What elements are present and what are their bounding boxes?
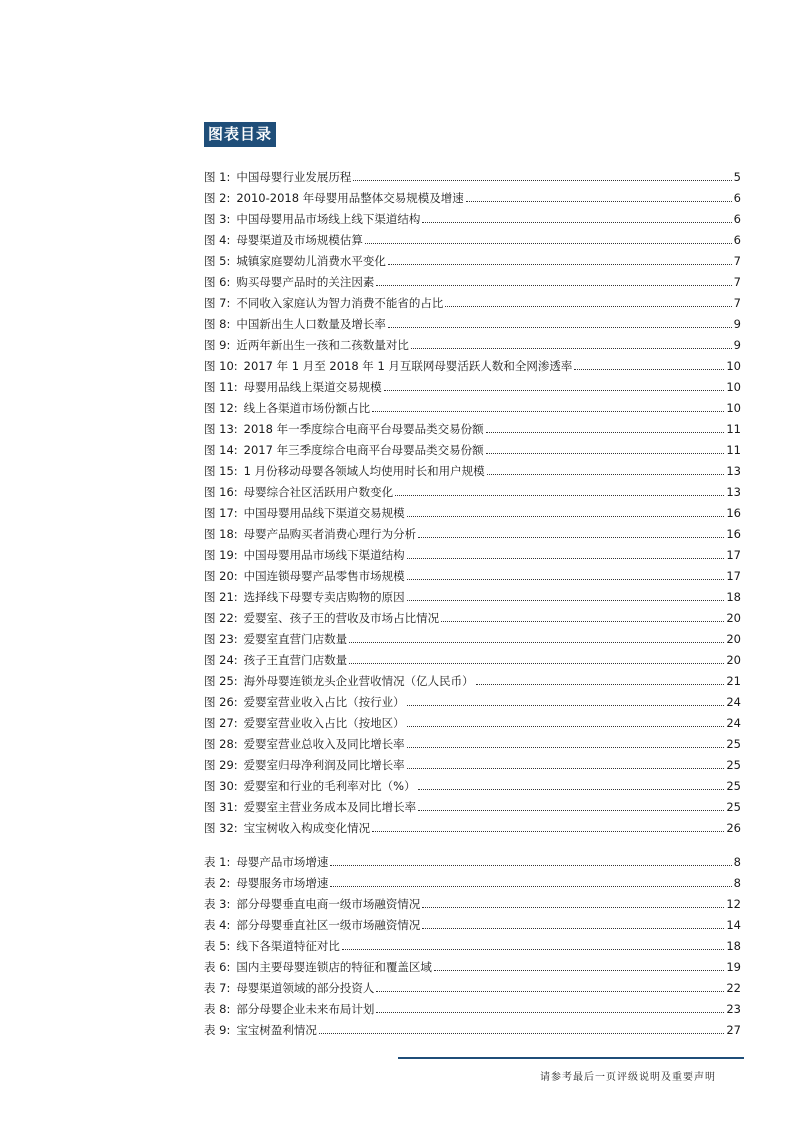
figure-number: 图 7:: [204, 296, 231, 310]
figure-entry[interactable]: [204, 437, 741, 458]
figure-entry-label: [204, 421, 484, 437]
page-number: 27: [726, 1023, 741, 1037]
figure-entry-label: [204, 379, 382, 395]
page-number: 8: [733, 855, 741, 869]
footer-disclaimer: 请参考最后一页评级说明及重要声明: [540, 1072, 716, 1083]
figure-entry[interactable]: [204, 374, 741, 395]
table-entry[interactable]: [204, 954, 741, 975]
table-entry-label: [204, 917, 420, 933]
figure-number: 图 27:: [204, 716, 238, 730]
page-number: 13: [726, 464, 741, 478]
table-caption: 母婴产品市场增速: [236, 855, 329, 869]
figure-number: 图 32:: [204, 821, 238, 835]
dot-leader: [466, 201, 732, 202]
figure-entry-label: [204, 316, 386, 332]
figure-entry[interactable]: [204, 668, 741, 689]
table-number: 表 7:: [204, 981, 231, 995]
figure-entry-label: [204, 631, 347, 647]
figure-caption: 爱婴室、孩子王的营收及市场占比情况: [243, 611, 440, 625]
figure-entry-label: [204, 169, 351, 185]
figure-caption: 近两年新出生一孩和二孩数量对比: [236, 338, 409, 352]
dot-leader: [476, 684, 725, 685]
page-number: 25: [726, 779, 741, 793]
figure-entry[interactable]: [204, 332, 741, 353]
figure-entry-label: [204, 778, 416, 794]
figure-number: 图 11:: [204, 380, 238, 394]
page-number: 12: [726, 897, 741, 911]
page-number: 13: [726, 485, 741, 499]
figure-entry[interactable]: [204, 710, 741, 731]
figure-entry-label: [204, 673, 474, 689]
figure-entry-label: [204, 526, 416, 542]
table-entry-label: [204, 875, 328, 891]
figure-caption: 爱婴室营业收入占比（按地区）: [243, 716, 405, 730]
figure-number: 图 3:: [204, 212, 231, 226]
dot-leader: [407, 516, 725, 517]
figure-number: 图 9:: [204, 338, 231, 352]
figure-number: 图 6:: [204, 275, 231, 289]
figure-entry-label: [204, 337, 409, 353]
figure-number: 图 8:: [204, 317, 231, 331]
dot-leader: [486, 453, 725, 454]
figure-entry[interactable]: [204, 416, 741, 437]
figure-caption: 中国母婴用品市场线下渠道结构: [243, 548, 405, 562]
figure-number: 图 30:: [204, 779, 238, 793]
dot-leader: [319, 1033, 725, 1034]
figure-number: 图 25:: [204, 674, 238, 688]
figure-number: 图 31:: [204, 800, 238, 814]
figure-entry[interactable]: [204, 752, 741, 773]
figure-caption: 母婴产品购买者消费心理行为分析: [243, 527, 417, 541]
dot-leader: [407, 705, 725, 706]
figure-entry[interactable]: [204, 164, 741, 185]
page-number: 7: [733, 254, 741, 268]
figure-entry-label: [204, 442, 484, 458]
table-entry-label: [204, 896, 420, 912]
table-number: 表 6:: [204, 960, 231, 974]
figure-caption: 中国母婴用品线下渠道交易规模: [243, 506, 405, 520]
dot-leader: [376, 285, 731, 286]
dot-leader: [372, 831, 724, 832]
dot-leader: [349, 642, 724, 643]
figure-entry[interactable]: [204, 563, 741, 584]
dot-leader: [388, 327, 732, 328]
page-number: 10: [726, 359, 741, 373]
dot-leader: [418, 789, 725, 790]
figure-number: 图 24:: [204, 653, 238, 667]
table-entry[interactable]: [204, 933, 741, 954]
page-number: 23: [726, 1002, 741, 1016]
table-caption: 部分母婴企业未来布局计划: [236, 1002, 375, 1016]
dot-leader: [407, 579, 725, 580]
figure-entry-label: [204, 820, 370, 836]
figure-caption: 爱婴室主营业务成本及同比增长率: [243, 800, 417, 814]
figure-caption: 孩子王直营门店数量: [243, 653, 348, 667]
toc-title: 图表目录: [204, 122, 276, 147]
figure-number: 图 22:: [204, 611, 238, 625]
figure-caption: 爱婴室和行业的毛利率对比（%）: [243, 779, 416, 793]
table-entry[interactable]: [204, 912, 741, 933]
dot-leader: [349, 663, 724, 664]
dot-leader: [384, 390, 725, 391]
figure-entry[interactable]: [204, 794, 741, 815]
figure-caption: 购买母婴产品时的关注因素: [236, 275, 375, 289]
figure-caption: 母婴综合社区活跃用户数变化: [243, 485, 394, 499]
figure-caption: 中国母婴用品市场线上线下渠道结构: [236, 212, 421, 226]
table-entry[interactable]: [204, 849, 741, 870]
dot-leader: [434, 970, 725, 971]
dot-leader: [574, 369, 724, 370]
page-number: 9: [733, 317, 741, 331]
figure-entry[interactable]: [204, 521, 741, 542]
figure-caption: 2017 年 1 月至 2018 年 1 月互联网母婴活跃人数和全网渗透率: [243, 359, 573, 373]
dot-leader: [422, 928, 724, 929]
figure-entry[interactable]: [204, 311, 741, 332]
dot-leader: [418, 537, 724, 538]
page-number: 20: [726, 632, 741, 646]
page-number: 18: [726, 590, 741, 604]
dot-leader: [395, 495, 724, 496]
figure-number: 图 5:: [204, 254, 231, 268]
dot-leader: [407, 747, 725, 748]
figure-caption: 2010-2018 年母婴用品整体交易规模及增速: [236, 191, 464, 205]
figure-entry[interactable]: [204, 815, 741, 836]
table-caption: 线下各渠道特征对比: [236, 939, 340, 953]
dot-leader: [445, 306, 731, 307]
dot-leader: [388, 264, 732, 265]
figure-number: 图 13:: [204, 422, 238, 436]
page-number: 18: [726, 939, 741, 953]
figure-caption: 宝宝树收入构成变化情况: [243, 821, 371, 835]
page-number: 10: [726, 401, 741, 415]
page-number: 17: [726, 569, 741, 583]
page-number: 16: [726, 527, 741, 541]
figure-entry-label: [204, 295, 443, 311]
figure-number: 图 28:: [204, 737, 238, 751]
figure-number: 图 15:: [204, 464, 238, 478]
dot-leader: [407, 726, 725, 727]
dot-leader: [422, 907, 724, 908]
page-number: 17: [726, 548, 741, 562]
figure-entry[interactable]: [204, 773, 741, 794]
page-number: 6: [733, 191, 741, 205]
figure-entry-label: [204, 589, 405, 605]
table-caption: 母婴渠道领域的部分投资人: [236, 981, 375, 995]
figure-list: [204, 164, 741, 836]
page-number: 25: [726, 800, 741, 814]
table-number: 表 5:: [204, 939, 231, 953]
footer-divider: [398, 1057, 744, 1059]
page-number: 10: [726, 380, 741, 394]
figure-entry[interactable]: [204, 248, 741, 269]
figure-entry-label: [204, 568, 405, 584]
figure-entry-label: [204, 547, 405, 563]
table-entry[interactable]: [204, 891, 741, 912]
table-list: [204, 849, 741, 1038]
table-entry-label: [204, 1001, 374, 1017]
table-entry-label: [204, 980, 374, 996]
page-number: 8: [733, 876, 741, 890]
dot-leader: [411, 348, 732, 349]
dot-leader: [376, 1012, 724, 1013]
figure-caption: 1 月份移动母婴各领域人均使用时长和用户规模: [243, 464, 485, 478]
page-number: 16: [726, 506, 741, 520]
figure-entry-label: [204, 757, 405, 773]
table-caption: 母婴服务市场增速: [236, 876, 329, 890]
dot-leader: [342, 949, 725, 950]
page-number: 25: [726, 758, 741, 772]
table-caption: 部分母婴垂直社区一级市场融资情况: [236, 918, 421, 932]
figure-entry[interactable]: [204, 269, 741, 290]
table-number: 表 4:: [204, 918, 231, 932]
dot-leader: [365, 243, 732, 244]
figure-entry-label: [204, 274, 374, 290]
figure-entry-label: [204, 715, 405, 731]
figure-entry[interactable]: [204, 605, 741, 626]
figure-entry-label: [204, 400, 370, 416]
figure-number: 图 2:: [204, 191, 231, 205]
figure-caption: 2017 年三季度综合电商平台母婴品类交易份额: [243, 443, 484, 457]
figure-entry-label: [204, 505, 405, 521]
figure-number: 图 23:: [204, 632, 238, 646]
figure-entry[interactable]: [204, 647, 741, 668]
table-entry-label: [204, 1022, 317, 1038]
dot-leader: [330, 886, 731, 887]
figure-caption: 2018 年一季度综合电商平台母婴品类交易份额: [243, 422, 484, 436]
dot-leader: [407, 768, 725, 769]
figure-number: 图 14:: [204, 443, 238, 457]
figure-caption: 海外母婴连锁龙头企业营收情况（亿人民币）: [243, 674, 474, 688]
figure-number: 图 4:: [204, 233, 231, 247]
figure-entry-label: [204, 358, 572, 374]
table-entry-label: [204, 959, 432, 975]
figure-caption: 爱婴室营业总收入及同比增长率: [243, 737, 405, 751]
table-entry[interactable]: [204, 975, 741, 996]
page-number: 7: [733, 275, 741, 289]
page-number: 26: [726, 821, 741, 835]
figure-entry[interactable]: [204, 227, 741, 248]
figure-caption: 中国新出生人口数量及增长率: [236, 317, 386, 331]
table-number: 表 9:: [204, 1023, 231, 1037]
page-number: 9: [733, 338, 741, 352]
page-number: 6: [733, 212, 741, 226]
page-number: 14: [726, 918, 741, 932]
dot-leader: [418, 810, 724, 811]
table-number: 表 1:: [204, 855, 231, 869]
dot-leader: [407, 600, 725, 601]
page-number: 5: [733, 170, 741, 184]
figure-number: 图 12:: [204, 401, 238, 415]
figure-entry-label: [204, 253, 386, 269]
figure-caption: 母婴用品线上渠道交易规模: [243, 380, 382, 394]
page-number: 11: [726, 422, 741, 436]
figure-number: 图 16:: [204, 485, 238, 499]
page-number: 19: [726, 960, 741, 974]
figure-entry[interactable]: [204, 458, 741, 479]
page-number: 6: [733, 233, 741, 247]
page-number: 21: [726, 674, 741, 688]
page-number: 25: [726, 737, 741, 751]
figure-entry[interactable]: [204, 542, 741, 563]
dot-leader: [407, 558, 725, 559]
dot-leader: [487, 474, 725, 475]
figure-entry-label: [204, 736, 405, 752]
table-caption: 部分母婴垂直电商一级市场融资情况: [236, 897, 421, 911]
page-number: 20: [726, 611, 741, 625]
table-entry[interactable]: [204, 1017, 741, 1038]
figure-entry[interactable]: [204, 185, 741, 206]
table-number: 表 3:: [204, 897, 231, 911]
page-number: 24: [726, 695, 741, 709]
figure-entry-label: [204, 484, 393, 500]
figure-entry-label: [204, 694, 405, 710]
figure-entry[interactable]: [204, 626, 741, 647]
dot-leader: [441, 621, 724, 622]
figure-entry[interactable]: [204, 206, 741, 227]
figure-entry-label: [204, 211, 420, 227]
page-number: 20: [726, 653, 741, 667]
figure-entry-label: [204, 652, 347, 668]
figure-caption: 中国连锁母婴产品零售市场规模: [243, 569, 405, 583]
figure-caption: 中国母婴行业发展历程: [236, 170, 352, 184]
figure-entry-label: [204, 190, 464, 206]
figure-entry[interactable]: [204, 584, 741, 605]
table-entry-label: [204, 938, 340, 954]
table-entry[interactable]: [204, 996, 741, 1017]
figure-caption: 不同收入家庭认为智力消费不能省的占比: [236, 296, 444, 310]
page-number: 7: [733, 296, 741, 310]
figure-number: 图 26:: [204, 695, 238, 709]
table-caption: 国内主要母婴连锁店的特征和覆盖区域: [236, 960, 432, 974]
figure-number: 图 17:: [204, 506, 238, 520]
page-number: 11: [726, 443, 741, 457]
figure-caption: 爱婴室归母净利润及同比增长率: [243, 758, 405, 772]
table-entry-label: [204, 854, 328, 870]
figure-entry[interactable]: [204, 353, 741, 374]
figure-entry[interactable]: [204, 500, 741, 521]
figure-number: 图 10:: [204, 359, 238, 373]
figure-number: 图 19:: [204, 548, 238, 562]
figure-entry-label: [204, 799, 416, 815]
figure-caption: 城镇家庭婴幼儿消费水平变化: [236, 254, 386, 268]
figure-number: 图 18:: [204, 527, 238, 541]
dot-leader: [330, 865, 731, 866]
dot-leader: [372, 411, 724, 412]
table-number: 表 2:: [204, 876, 231, 890]
figure-number: 图 29:: [204, 758, 238, 772]
figure-entry-label: [204, 232, 363, 248]
table-caption: 宝宝树盈利情况: [236, 1023, 317, 1037]
figure-caption: 母婴渠道及市场规模估算: [236, 233, 363, 247]
page-number: 24: [726, 716, 741, 730]
dot-leader: [486, 432, 725, 433]
figure-entry[interactable]: [204, 689, 741, 710]
figure-caption: 爱婴室直营门店数量: [243, 632, 348, 646]
page-number: 22: [726, 981, 741, 995]
figure-number: 图 1:: [204, 170, 231, 184]
figure-entry-label: [204, 463, 485, 479]
table-entry[interactable]: [204, 870, 741, 891]
figure-entry[interactable]: [204, 290, 741, 311]
figure-entry-label: [204, 610, 439, 626]
figure-entry[interactable]: [204, 731, 741, 752]
figure-caption: 线上各渠道市场份额占比: [243, 401, 371, 415]
dot-leader: [353, 180, 731, 181]
dot-leader: [422, 222, 731, 223]
figure-entry[interactable]: [204, 395, 741, 416]
figure-entry[interactable]: [204, 479, 741, 500]
dot-leader: [376, 991, 724, 992]
table-number: 表 8:: [204, 1002, 231, 1016]
figure-number: 图 21:: [204, 590, 238, 604]
figure-caption: 爱婴室营业收入占比（按行业）: [243, 695, 405, 709]
figure-number: 图 20:: [204, 569, 238, 583]
figure-caption: 选择线下母婴专卖店购物的原因: [243, 590, 405, 604]
